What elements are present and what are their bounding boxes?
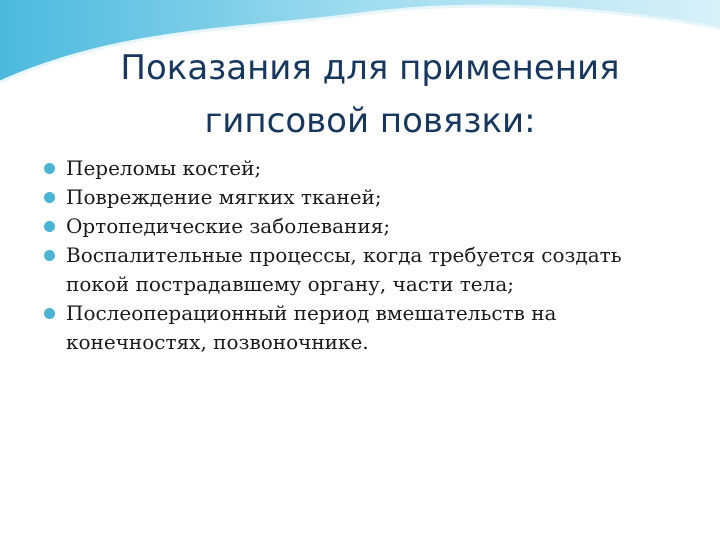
bullet-icon	[44, 192, 55, 203]
bullet-text: Ортопедические заболевания;	[66, 214, 391, 238]
bullet-text: Переломы костей;	[66, 156, 262, 180]
bullet-item	[44, 212, 684, 241]
bullet-list	[44, 154, 684, 357]
slide-title: Показания для применения гипсовой повязки:	[120, 48, 620, 141]
bullet-icon	[44, 308, 55, 319]
bullet-text: Повреждение мягких тканей;	[66, 185, 382, 209]
bullet-icon	[44, 250, 55, 261]
bullet-item	[44, 299, 684, 357]
bullet-item	[44, 241, 684, 299]
bullet-item	[44, 154, 684, 183]
bullet-text: Воспалительные процессы, когда требуется создать покой пострадавшему органу, части тела;	[66, 243, 622, 296]
bullet-icon	[44, 163, 55, 174]
bullet-text: Послеоперационный период вмешательств на конечностях, позвоночнике.	[66, 301, 557, 354]
bullet-icon	[44, 221, 55, 232]
bullet-item	[44, 183, 684, 212]
